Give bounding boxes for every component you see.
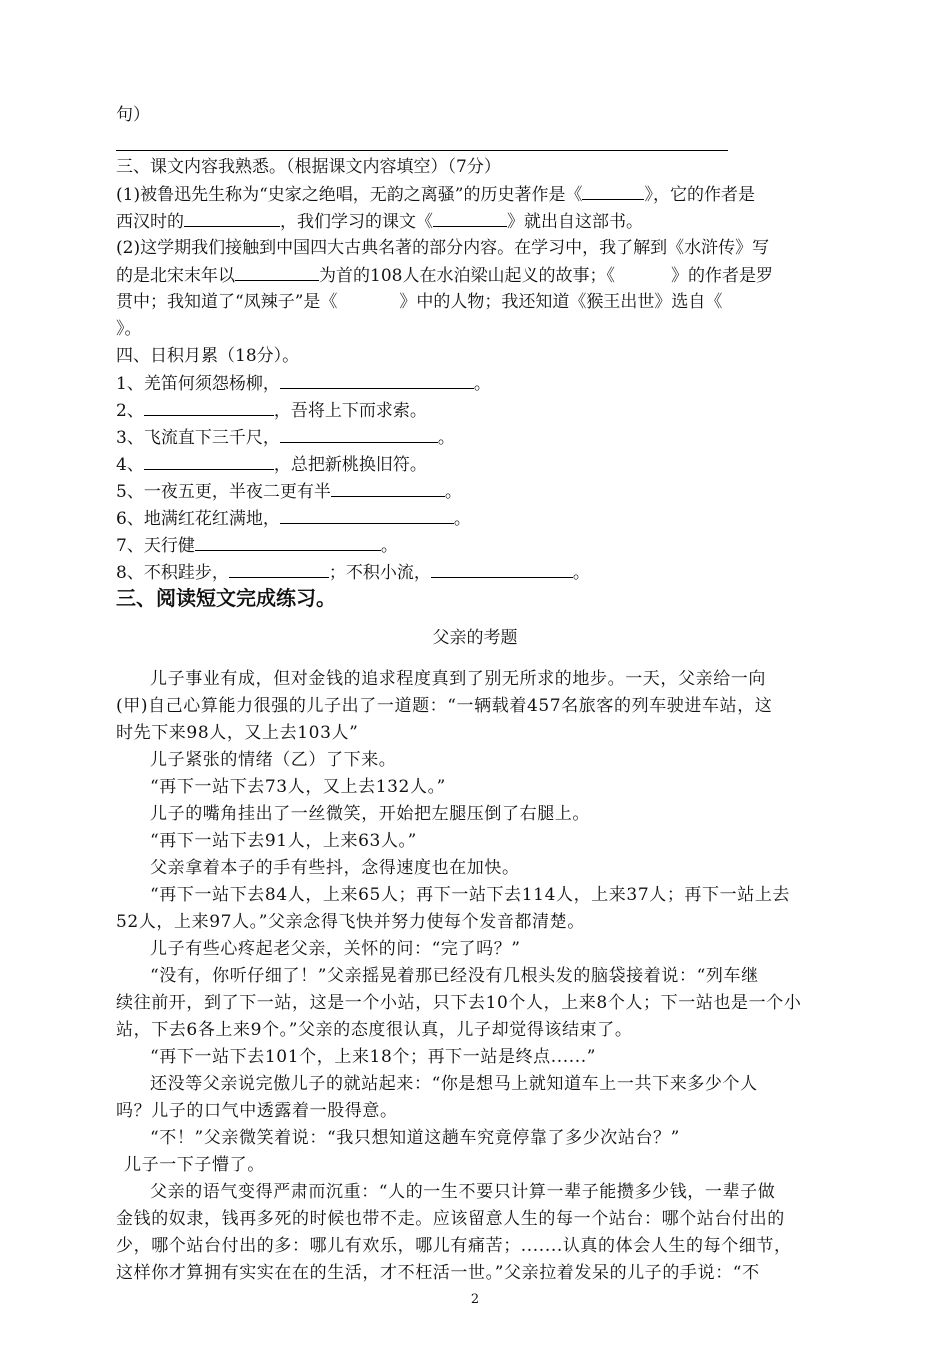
question-2-line-1: (2)这学期我们接触到中国四大古典名著的部分内容。在学习中，我了解到《水浒传》写 [116,238,770,258]
article-line: 吗？儿子的口气中透露着一股得意。 [116,1101,398,1121]
poem-line-1: 1、羌笛何须怨杨柳， 。 [116,370,836,398]
blank[interactable] [195,532,381,551]
article-line: “不！”父亲微笑着说：“我只想知道这趟车究竟停靠了多少次站台？” [150,1128,680,1148]
blank[interactable] [582,181,644,200]
article-line: 金钱的奴隶，钱再多死的时候也带不走。应该留意人生的每一个站台：哪个站台付出的 [116,1209,785,1229]
top-fragment: 句） [116,105,150,125]
question-1-line-2: 西汉时的 ，我们学习的课文《 》就出自这部书。 [116,208,836,236]
poem-line-8: 8、不积跬步， ；不积小流， 。 [116,559,836,587]
blank[interactable] [280,370,474,389]
blank[interactable] [235,262,319,281]
article-line: 儿子紧张的情绪（乙）了下来。 [150,750,397,770]
article-line: 时先下来98人，又上去103人” [116,723,359,743]
blank[interactable] [144,397,274,416]
article-line: “再下一站下去84人，上来65人；再下一站下去114人，上来37人；再下一站上去 [150,885,791,905]
poem-line-4: 4、 ，总把新桃换旧符。 [116,451,836,479]
article-line: 52人，上来97人。”父亲念得飞快并努力使每个发音都清楚。 [116,912,585,932]
article-line: 还没等父亲说完傲儿子的就站起来：“你是想马上就知道车上一共下来多少个人 [150,1074,758,1094]
article-line: 儿子一下子懵了。 [124,1155,265,1175]
blank[interactable] [144,451,274,470]
poem-line-7: 7、天行健 。 [116,532,836,560]
article-line: 父亲的语气变得严肃而沉重：“人的一生不要只计算一辈子能攒多少钱，一辈子做 [150,1182,776,1202]
question-1-line-1: (1)被鲁迅先生称为“史家之绝唱，无韵之离骚”的历史著作是《 》，它的作者是 [116,181,836,209]
section-3-title: 三、课文内容我熟悉。（根据课文内容填空）（7分） [116,157,501,177]
answer-rule [116,150,728,151]
article-line: “再下一站下去91人，上来63人。” [150,831,417,851]
blank[interactable] [280,505,454,524]
page-number: 2 [470,1292,480,1307]
question-2-line-2: 的是北宋末年以 为首的108人在水泊梁山起义的故事；《 》的作者是罗 [116,262,836,290]
article-line: (甲)自己心算能力很强的儿子出了一道题：“一辆载着457名旅客的列车驶进车站，这 [116,696,773,716]
article-line: 少，哪个站台付出的多：哪儿有欢乐，哪儿有痛苦；.......认真的体会人生的每个细节， [116,1236,792,1256]
article-line: 儿子的嘴角挂出了一丝微笑，开始把左腿压倒了右腿上。 [150,804,590,824]
blank[interactable] [433,208,507,227]
article-line: 儿子事业有成，但对金钱的追求程度真到了别无所求的地步。一天，父亲给一向 [150,669,766,689]
article-line: “再下一站下去73人，又上去132人。” [150,777,446,797]
article-line: 站，下去6各上来9个。”父亲的态度很认真，儿子却觉得该结束了。 [116,1020,633,1040]
poem-line-5: 5、一夜五更，半夜二更有半 。 [116,478,836,506]
section-4-title: 四、日积月累（18分）。 [116,346,300,366]
blank[interactable] [331,478,445,497]
article-title: 父亲的考题 [432,628,518,648]
article-line: 续往前开，到了下一站，这是一个小站，只下去10个人，上来8个人；下一站也是一个小 [116,993,802,1013]
blank[interactable] [229,559,329,578]
article-line: 这样你才算拥有实实在在的生活，才不枉活一世。”父亲拉着发呆的儿子的手说：“不 [116,1263,760,1283]
article-line: 儿子有些心疼起老父亲，关怀的问：“完了吗？” [150,939,521,959]
question-2-line-3: 贯中；我知道了“凤辣子”是《 》中的人物；我还知道《猴王出世》选自《 [116,292,723,312]
blank[interactable] [184,208,280,227]
blank[interactable] [431,559,573,578]
blank[interactable] [280,424,438,443]
article-line: “没有，你听仔细了！”父亲摇晃着那已经没有几根头发的脑袋接着说：“列车继 [150,966,759,986]
reading-section-title: 三、阅读短文完成练习。 [116,586,336,610]
poem-line-6: 6、地满红花红满地， 。 [116,505,836,533]
article-line: “再下一站下去101个，上来18个；再下一站是终点......” [150,1047,597,1067]
poem-line-3: 3、飞流直下三千尺， 。 [116,424,836,452]
article-line: 父亲拿着本子的手有些抖，念得速度也在加快。 [150,858,520,878]
poem-line-2: 2、 ，吾将上下而求索。 [116,397,836,425]
question-2-line-4: 》。 [116,319,142,339]
